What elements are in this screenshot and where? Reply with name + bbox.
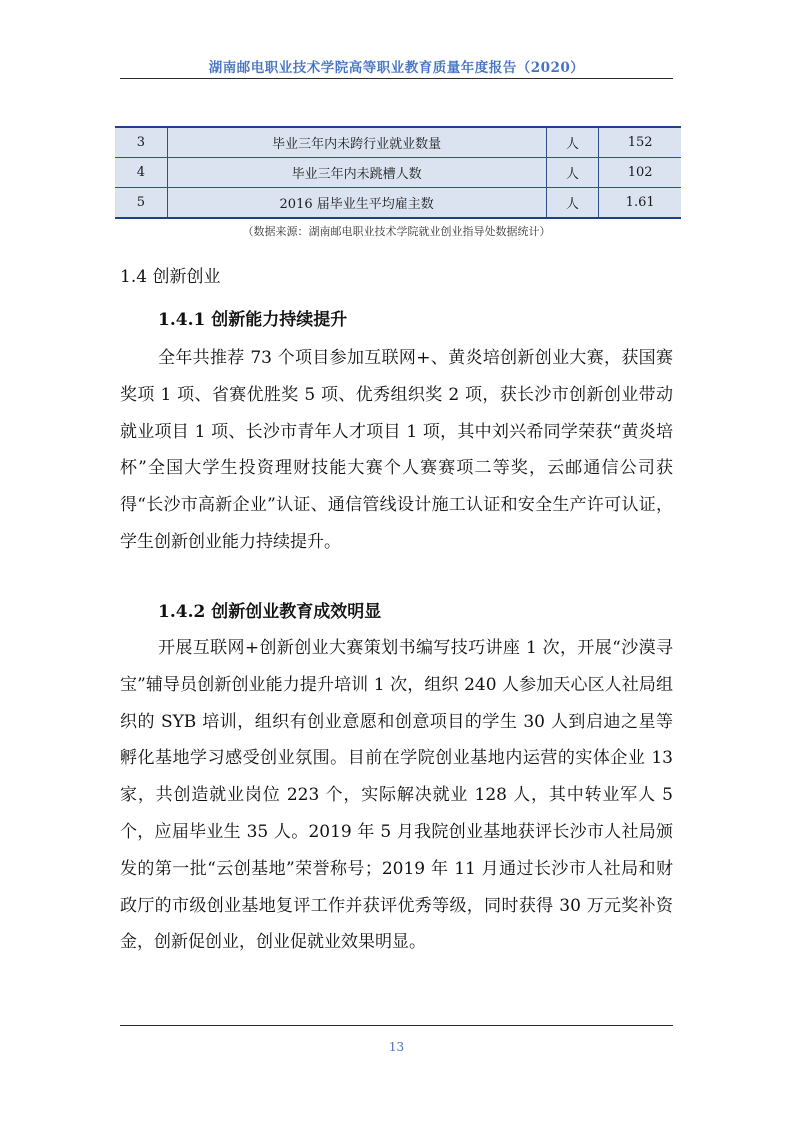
row-number: 5 [115, 188, 167, 219]
page-number: 13 [388, 1040, 405, 1054]
row-value: 1.61 [599, 188, 681, 219]
header-title: 湖南邮电职业技术学院高等职业教育质量年度报告（2020） [208, 60, 585, 76]
paragraph-innovation: 全年共推荐 73 个项目参加互联网+、黄炎培创新创业大赛，获国赛奖项 1 项、省赛优胜奖 5 项、优秀组织奖 2 项，获长沙市创新创业带动就业项目 1 项、长沙市青年人才项目 1 项，其中刘兴希同学荣获“黄炎培杯”全国大学生投资理财技能大赛个人赛赛项二等奖，云邮通信公司获得“长沙市高新企业”认证、通信管线设计施工认证和安全生产许可认证，学生创新创业能力持续提升。 [120, 348, 673, 552]
row-item: 毕业三年内未跨行业就业数量 [167, 127, 546, 158]
table-row [115, 158, 681, 188]
table-row [115, 188, 681, 219]
header-divider [120, 78, 673, 79]
row-item: 毕业三年内未跳槽人数 [167, 158, 546, 188]
subsection-title-education: 1.4.2 创新创业教育成效明显 [158, 602, 382, 622]
row-unit: 人 [546, 158, 599, 188]
paragraph-education: 开展互联网+创新创业大赛策划书编写技巧讲座 1 次，开展“沙漠寻宝”辅导员创新创业能力提升培训 1 次，组织 240 人参加天心区人社局组织的 SYB 培训，组织有创业意愿和创意项目的学生 30 人到启迪之星等孵化基地学习感受创业氛围。目前在学院创业基地内运营的实体企业 13 家，共创造就业岗位 223 个，实际解决就业 128 人，其中转业军人 5 个，应届毕业生 35 人。2019 年 5 月我院创业基地获评长沙市人社局颁发的第一批“云创基地”荣誉称号；2019 年 11 月通过长沙市人社局和财政厅的市级创业基地复评工作并获评优秀等级，同时获得 30 万元奖补资金，创新促创业，创业促就业效果明显。 [120, 638, 673, 953]
row-unit: 人 [546, 188, 599, 219]
table-row [115, 127, 681, 158]
footer-divider [120, 1025, 673, 1026]
row-value: 152 [599, 127, 681, 158]
employment-data-table [115, 126, 681, 219]
subsection-title-innovation: 1.4.1 创新能力持续提升 [158, 310, 348, 330]
row-value: 102 [599, 158, 681, 188]
data-source-note: （数据来源：湖南邮电职业技术学院就业创业指导处数据统计） [242, 225, 551, 238]
section-title: 1.4 创新创业 [120, 267, 221, 287]
row-item: 2016 届毕业生平均雇主数 [167, 188, 546, 219]
row-number: 3 [115, 127, 167, 158]
row-unit: 人 [546, 127, 599, 158]
row-number: 4 [115, 158, 167, 188]
